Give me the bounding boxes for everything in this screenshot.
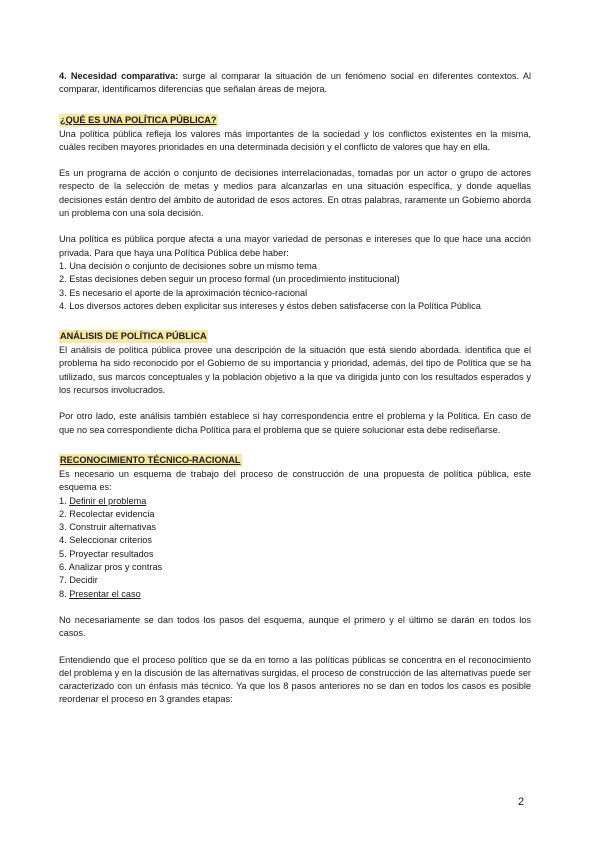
step-text: Definir el problema [69, 495, 147, 506]
bold-term: 4. Necesidad comparativa: [59, 71, 179, 81]
heading-reconocimiento-tecnico-racional: RECONOCIMIENTO TÉCNICO-RACIONAL [59, 454, 242, 467]
step-number: 8. [59, 588, 70, 599]
list-item: 6. Analizar pros y contras [59, 562, 163, 573]
list-item: 3. Construir alternativas [59, 522, 157, 533]
paragraph-necesidad-comparativa [59, 70, 531, 97]
step-text: Presentar el caso [69, 588, 141, 599]
page-number: 2 [518, 796, 525, 808]
paragraph-programa-accion: Es un programa de acción o conjunto de decisiones interrelacionadas, tomadas por un actor o grupo de actores respecto de la selección de metas y medios para alcanzarlas en una situación específica, y donde aquellas decisiones están dentro del ámbito de autoridad de esos actores. En otras palabras, raramente un Gobierno aborda un problema con una sola decisión. [59, 168, 531, 219]
heading-analisis-politica-publica: ANÁLISIS DE POLÍTICA PÚBLICA [59, 330, 208, 343]
heading-que-es-politica-publica: ¿QUÉ ES UNA POLÍTICA PÚBLICA? [59, 114, 218, 127]
list-item: 4. Seleccionar criterios [59, 535, 152, 546]
paragraph-text: surge al comparar la situación de un fenómeno social en diferentes contextos. Al comparar, identificamos diferencias que señalan áreas de mejora. [59, 71, 531, 95]
document-body [59, 70, 531, 707]
paragraph-esquema: Es necesario un esquema de trabajo del proceso de construcción de una propuesta de política pública, este esquema es: [59, 468, 531, 493]
list-item: 4. Los diversos actores deben explicitar sus intereses y éstos deben satisfacerse con la Política Pública [59, 300, 481, 311]
list-item: 1. Una decisión o conjunto de decisiones sobre un mismo tema [59, 260, 317, 271]
list-item: 2. Estas decisiones deben seguir un proceso formal (un procedimiento institucional) [59, 274, 400, 285]
paragraph-pasos-esquema: No necesariamente se dan todos los pasos del esquema, aunque el primero y el último se darán en todos los casos. [59, 614, 531, 639]
paragraph-correspondencia: Por otro lado, este análisis también establece si hay correspondencia entre el problema y la Política. En caso de que no sea correspondiente dicha Política para el problema que se quiere solucionar esta debe rediseñarse. [59, 411, 531, 435]
list-item [59, 588, 531, 601]
list-item [59, 495, 531, 508]
list-item: 7. Decidir [59, 575, 98, 586]
list-item: 5. Proyectar resultados [59, 548, 154, 559]
paragraph-politica-publica: Una política es pública porque afecta a una mayor variedad de personas e intereses que lo que hace una acción privada. Para que haya una Política Pública debe haber: [59, 234, 531, 258]
step-number: 1. [59, 495, 70, 506]
paragraph-definicion: Una política pública refleja los valores más importantes de la sociedad y los conflictos existentes en la misma, cuáles reciben mayores prioridades en una determinada decisión y el conflicto de valores que hay en ella. [59, 128, 531, 152]
paragraph-analisis: El análisis de política pública provee una descripción de la situación que está siendo abordada. identifica que el problema ha sido reconocido por el Gobierno de su importancia y prioridad, además, del tipo de Política que se ha utilizado, sus marcos conceptuales y la población objetivo a la que va dirigida junto con los resultados esperados y los recursos involucrados. [59, 345, 531, 396]
list-item: 2. Recolectar evidencia [59, 508, 155, 519]
paragraph-proceso-politico: Entendiendo que el proceso político que se da en torno a las políticas públicas se concentra en el reconocimiento del problema y en la discusión de las alternativas surgidas, el proceso de construcción de las alternativas puede ser caracterizado con un énfasis más técnico. Ya que los 8 pasos anteriores no se dan en todos los casos es posible reordenar el proceso en 3 grandes etapas: [59, 654, 531, 705]
list-item: 3. Es necesario el aporte de la aproximación técnico-racional [59, 287, 308, 298]
